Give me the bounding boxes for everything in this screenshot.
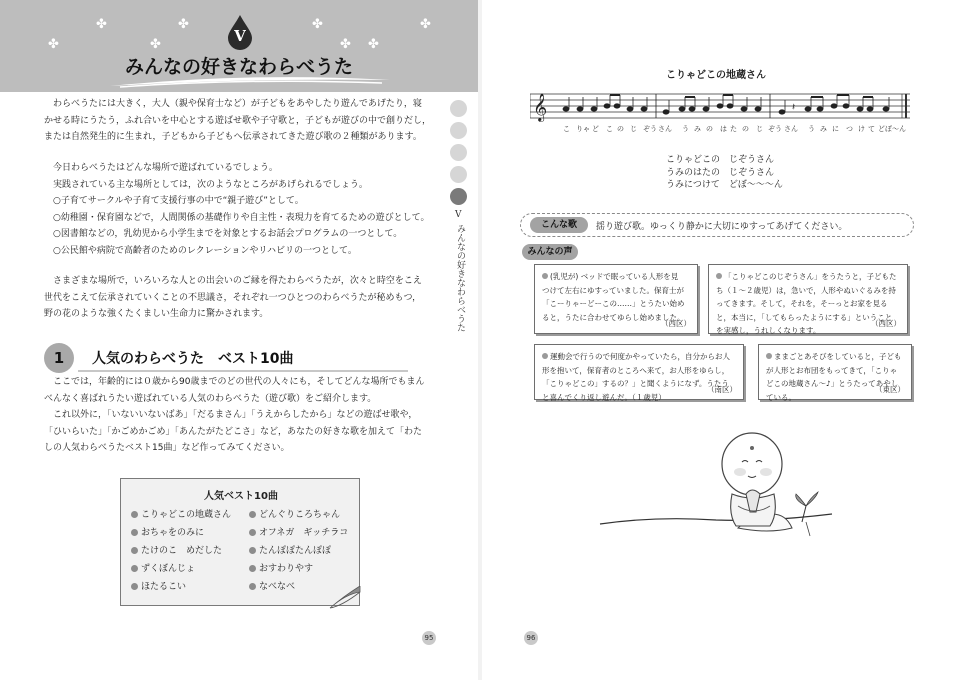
voice-line: 「こりゃどこの」するの？」と聞くようになず。うたう: [542, 379, 729, 388]
voice-line: (乳児が) ベッドで眠っている人形を見: [542, 270, 685, 284]
bullet-icon: [542, 273, 548, 279]
bullet-icon: [249, 529, 256, 536]
flower-deco-icon: ✤: [96, 17, 107, 32]
places-line: ○公民館や病院で高齢者のためのレクレーションやリハビリの一つとして。: [44, 245, 357, 256]
syllable: ぞう: [768, 125, 782, 133]
best-song-item: オフネガ ギッチラコ: [249, 525, 348, 538]
section-line: これ以外に，「いないいないばあ」「だるまさん」「うえからしたから」などの遊ばせ歌や，: [44, 410, 418, 420]
section-underline: [78, 370, 408, 372]
song-title: こりゃどこの地蔵さん: [666, 70, 766, 81]
voice-text: [716, 270, 897, 338]
syllable: て: [868, 125, 875, 133]
tab-marker: [450, 100, 467, 117]
best-song-item: こりゃどこの地蔵さん: [131, 507, 231, 520]
lyrics-line: うみのはたの じぞうさん: [666, 167, 775, 178]
intro-line: または自然発生的に生まれ，子どもから子どもへ伝承されてきた遊び歌の２種類があります。: [44, 132, 422, 142]
voice-line: ている。: [766, 392, 796, 402]
voice-line: どこの地蔵さん～♪」とうたってあやし: [766, 379, 899, 388]
syllable: りゃ: [576, 125, 590, 133]
side-tab-label: みんなの好きなわらべうた: [455, 224, 465, 332]
tab-marker: [450, 166, 467, 183]
voice-line: を実感し，うれしくなります。: [716, 326, 821, 335]
places-line: ○図書館などの，乳幼児から小学生までを対象とするお話会プログラムの一つとして。: [44, 229, 403, 239]
syllable: の: [617, 125, 624, 133]
flower-deco-icon: ✤: [312, 17, 323, 32]
places-paragraph: [44, 160, 430, 259]
syllable: の: [742, 125, 749, 133]
voice-line: と喜んでくり返し遊んだ。（１歳児）: [542, 392, 666, 402]
closing-line: 野の花のような強くたくましい生命力に驚かされます。: [44, 309, 269, 319]
section-line: しの人気わらべうたベスト15曲」など作ってみてください。: [44, 443, 290, 453]
voice-place: （南区）: [707, 385, 737, 394]
tab-marker: [450, 144, 467, 161]
title-swoosh: [110, 74, 390, 88]
bullet-icon: [249, 565, 256, 572]
voices-label: みんなの声: [522, 244, 578, 260]
voice-line: 運動会で行うので何度かやっていたら，自分からお人: [542, 350, 730, 364]
best-songs-title: 人気ベスト10曲: [204, 491, 278, 502]
voice-card: [758, 344, 912, 400]
left-page: [0, 0, 478, 680]
lyrics-line: うみにつけて どぼ～～～ん: [666, 180, 783, 190]
bullet-icon: [131, 529, 138, 536]
syllable: じ: [756, 125, 763, 133]
chapter-title: みんなの好きなわらべうた: [124, 56, 353, 78]
voice-place: （東区）: [875, 385, 905, 394]
bullet-icon: [131, 547, 138, 554]
voice-line: ってきます。そして，それを，そーっとお家を見る: [716, 299, 888, 308]
voice-card: [534, 264, 698, 334]
syllable: み: [694, 125, 701, 133]
syllable: に: [832, 125, 839, 133]
jizo-illustration: [596, 410, 836, 550]
flower-deco-icon: ✤: [150, 37, 161, 52]
song-description-label: こんな歌: [530, 217, 588, 233]
places-line: 今日わらべうたはどんな場所で遊ばれているでしょう。: [44, 163, 278, 173]
best-song-item: どんぐりころちゃん: [249, 507, 340, 520]
syllable: た: [730, 125, 737, 133]
voice-line: が人形とお布団をもってきて，「こりゃ: [766, 365, 898, 375]
voice-line: ると，うたに合わせてゆらし始めました。: [542, 312, 685, 322]
voice-line: 「こーりゃーどーこの……」とうたい始め: [542, 299, 685, 308]
best-song-item: ずくぼんじょ: [131, 561, 195, 574]
bullet-icon: [716, 273, 722, 279]
section-line: べんなく喜ばれうたい遊ばれている人気のわらべうた（遊び歌）をご紹介します。: [44, 393, 377, 404]
section-paragraph: [44, 374, 424, 457]
bullet-icon: [131, 583, 138, 590]
syllable: け: [858, 125, 865, 133]
places-line: ○子育てサークルや子育て支援行事の中で“親子遊び”として。: [44, 196, 304, 206]
syllable: さん: [658, 125, 672, 133]
page-curl-icon: [326, 586, 364, 610]
section-line: ここでは，年齢的には０歳から90歳までのどの世代の人々にも，そしてどんな場所でもまん: [44, 377, 425, 387]
best-songs-box: [120, 478, 360, 606]
music-staff: [530, 88, 910, 122]
syllable: は: [720, 125, 727, 133]
best-song-item: なべなべ: [249, 579, 295, 592]
syllable: ど: [592, 125, 599, 133]
closing-paragraph: [44, 273, 422, 323]
voice-place: （西区）: [871, 319, 901, 328]
best-song-item: おすわりやす: [249, 561, 313, 574]
best-song-item: ほたるこい: [131, 579, 186, 592]
best-song-item: たんぽぽたんぽぽ: [249, 543, 331, 556]
voice-line: と，本当に，「してもらったようにする」ということ: [716, 312, 893, 322]
voice-line: ち（１～２歳児）は，急いで，人形やぬいぐるみを持: [716, 285, 896, 295]
syllable: さん: [784, 125, 798, 133]
page-number-left: 95: [422, 631, 436, 645]
bullet-icon: [249, 511, 256, 518]
intro-paragraph: [44, 96, 431, 146]
tab-marker-active: [450, 188, 467, 205]
flower-deco-icon: ✤: [48, 37, 59, 52]
voice-text: [542, 350, 730, 404]
page-number-right: 96: [524, 631, 538, 645]
side-tab-number: V: [455, 210, 462, 220]
intro-line: かせる時にうたう，ふれ合いを中心とする遊ばせ歌や子守歌と，子どもが遊びの中で創りだし，: [44, 115, 432, 126]
svg-text:𝄞: 𝄞: [533, 93, 548, 121]
voice-card: [534, 344, 744, 400]
lyrics-line: こりゃどこの じぞうさん: [666, 155, 775, 165]
syllable: ぞう: [643, 125, 657, 133]
syllable: み: [820, 125, 827, 133]
flower-deco-icon: ✤: [420, 17, 431, 32]
voice-line: ままごとあそびをしていると，子ども: [766, 350, 902, 364]
syllable: つ: [846, 125, 853, 133]
syllable: う: [808, 125, 815, 133]
bullet-icon: [131, 511, 138, 518]
syllable: の: [706, 125, 713, 133]
voice-line: 「こりゃどこのじぞうさん」をうたうと，子どもた: [716, 270, 897, 284]
closing-line: さまざまな場所で，いろいろな人との出会いのご縁を得たわらべうたが，次々と時空をこえ: [44, 276, 422, 286]
section-number: 1: [44, 343, 74, 373]
flower-deco-icon: ✤: [340, 37, 351, 52]
voice-place: （西区）: [661, 319, 691, 328]
syllable: どぼ～ん: [878, 125, 906, 133]
section-title: 人気のわらべうた ベスト10曲: [92, 351, 294, 367]
voice-line: 形を抱いて，保育者のところへ来て，お人形をゆらし，: [542, 365, 730, 375]
bullet-icon: [249, 547, 256, 554]
voice-text: [766, 350, 902, 404]
places-line: 実践されている主な場所としては，次のようなところがあげられるでしょう。: [44, 179, 368, 190]
syllable: う: [682, 125, 689, 133]
syllable: じ: [630, 125, 637, 133]
best-song-item: おちゃをのみに: [131, 525, 204, 538]
song-description-text: 揺り遊び歌。ゆっくり静かに大切にゆすってあげてください。: [596, 222, 848, 232]
chapter-number: V: [234, 27, 246, 45]
voice-card: [708, 264, 908, 334]
flower-deco-icon: ✤: [368, 37, 379, 52]
page-gutter: [478, 0, 482, 680]
voice-text: [542, 270, 685, 324]
intro-line: わらべうたには大きく，大人（親や保育士など）が子どもをあやしたり遊んであげたり，寝: [44, 99, 422, 109]
bullet-icon: [131, 565, 138, 572]
closing-line: 世代をこえて伝承されていくことの不思議さ，それぞれ一つひとつのわらべうたが秘めもつ，: [44, 292, 422, 303]
lyrics-block: [666, 154, 783, 192]
flower-deco-icon: ✤: [178, 17, 189, 32]
tab-marker: [450, 122, 467, 139]
svg-text:𝄽: 𝄽: [792, 102, 796, 113]
syllable: こ: [606, 125, 613, 133]
best-song-item: たけのこ めだした: [131, 543, 222, 556]
syllable: こ: [563, 125, 570, 133]
bullet-icon: [249, 583, 256, 590]
bullet-icon: [766, 353, 772, 359]
voice-line: つけて左右にゆすっていました。保育士が: [542, 285, 685, 295]
section-line: 「ひいらいた」「かごめかごめ」「あんたがたどこさ」など，あなたの好きな歌を加えて「わた: [44, 426, 423, 437]
bullet-icon: [542, 353, 548, 359]
places-line: ○幼稚園・保育園などで，人間関係の基礎作りや自主性・表現力を育てるための遊びとして。: [44, 212, 430, 223]
